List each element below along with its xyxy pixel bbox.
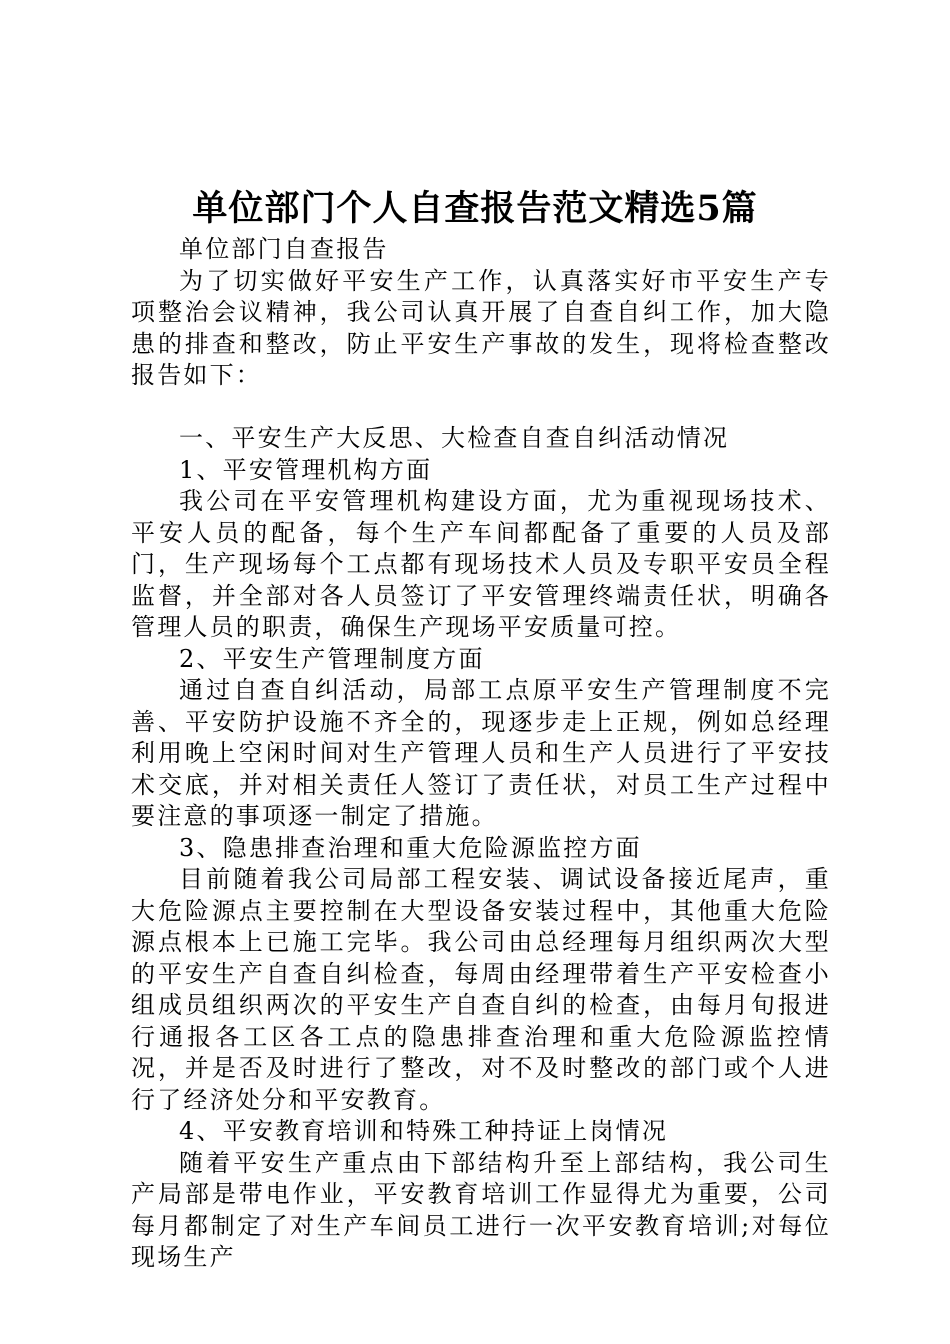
body-paragraph-3: 目前随着我公司局部工程安装、调试设备接近尾声，重大危险源点主要控制在大型设备安装过程中，其他重大危险源点根本上已施工完毕。我公司由总经理每月组织两次大型的平安生产自查自纠检查，每周由经理带着生产平安检查小组成员组织两次的平安生产自查自纠的检查，由每月旬报进行通报各工区各工点的隐患排查治理和重大危险源监控情况，并是否及时进行了整改，对不及时整改的部门或个人进行了经济处分和平安教育。 (131, 865, 831, 1114)
intro-paragraph: 为了切实做好平安生产工作，认真落实好市平安生产专项整治会议精神，我公司认真开展了自查自纠工作，加大隐患的排查和整改，防止平安生产事故的发生，现将检查整改报告如下： (131, 266, 831, 389)
section-heading-intro: 单位部门自查报告 (179, 235, 389, 263)
body-paragraph-4: 随着平安生产重点由下部结构升至上部结构，我公司生产局部是带电作业，平安教育培训工作显得尤为重要，公司每月都制定了对生产车间员工进行一次平安教育培训;对每位现场生产 (131, 1148, 831, 1271)
section-heading-1: 一、平安生产大反思、大检查自查自纠活动情况 (179, 424, 730, 452)
blank-line (131, 392, 831, 424)
document-title: 单位部门个人自查报告范文精选5篇 (192, 188, 758, 229)
subheading-4: 4、平安教育培训和特殊工种持证上岗情况 (179, 1117, 669, 1145)
body-paragraph-2: 通过自查自纠活动，局部工点原平安生产管理制度不完善、平安防护设施不齐全的，现逐步走上正规，例如总经理利用晚上空闲时间对生产管理人员和生产人员进行了平安技术交底，并对相关责任人签订了责任状，对员工生产过程中要注意的事项逐一制定了措施。 (131, 676, 831, 830)
subheading-1: 1、平安管理机构方面 (179, 455, 433, 484)
subheading-3: 3、隐患排查治理和重大危险源监控方面 (179, 833, 642, 862)
subheading-2: 2、平安生产管理制度方面 (179, 644, 485, 673)
document-body (131, 234, 831, 1274)
body-paragraph-1: 我公司在平安管理机构建设方面，尤为重视现场技术、平安人员的配备，每个生产车间都配备了重要的人员及部门，生产现场每个工点都有现场技术人员及专职平安员全程监督，并全部对各人员签订了平安管理终端责任状，明确各管理人员的职责，确保生产现场平安质量可控。 (131, 487, 831, 641)
